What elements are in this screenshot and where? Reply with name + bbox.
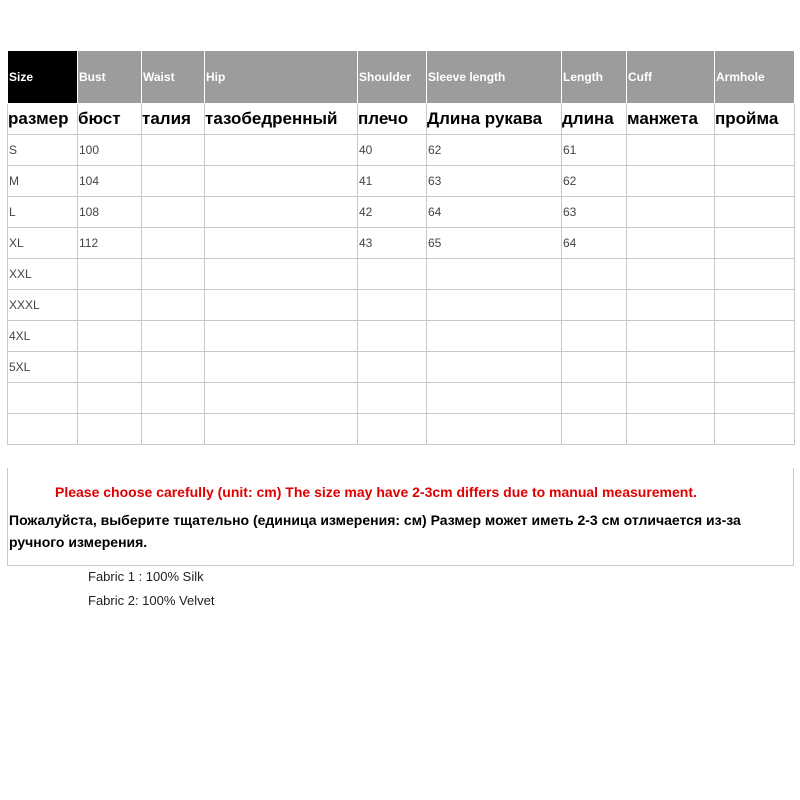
- column-header-russian: талия: [142, 104, 205, 135]
- column-header-russian: манжета: [627, 104, 715, 135]
- measurement-cell: 112: [78, 228, 142, 259]
- measurement-cell: [715, 414, 795, 445]
- measurement-cell: [78, 383, 142, 414]
- measurement-cell: [142, 135, 205, 166]
- measurement-cell: 64: [562, 228, 627, 259]
- column-header-russian: тазобедренный: [205, 104, 358, 135]
- measurement-cell: [427, 290, 562, 321]
- measurement-cell: 65: [427, 228, 562, 259]
- measurement-cell: 63: [562, 197, 627, 228]
- measurement-cell: [715, 290, 795, 321]
- measurement-cell: [562, 352, 627, 383]
- measurement-cell: [427, 259, 562, 290]
- table-row: [8, 197, 795, 228]
- measurement-cell: [142, 383, 205, 414]
- measurement-cell: [205, 135, 358, 166]
- measurement-cell: [205, 352, 358, 383]
- measurement-cell: 108: [78, 197, 142, 228]
- measurement-cell: 62: [562, 166, 627, 197]
- measurement-cell: [78, 290, 142, 321]
- measurement-cell: [358, 290, 427, 321]
- measurement-cell: 63: [427, 166, 562, 197]
- table-row: [8, 352, 795, 383]
- measurement-cell: [427, 352, 562, 383]
- measurement-cell: [358, 352, 427, 383]
- fabric-1-label: Fabric 1 : 100% Silk: [88, 569, 204, 584]
- column-header: Waist: [142, 51, 205, 104]
- measurement-cell: [142, 228, 205, 259]
- measurement-cell: [627, 290, 715, 321]
- measurement-cell: [142, 197, 205, 228]
- measurement-cell: 64: [427, 197, 562, 228]
- header-row-english: [8, 51, 795, 104]
- measurement-cell: 42: [358, 197, 427, 228]
- measurement-cell: [627, 383, 715, 414]
- measurement-cell: [715, 197, 795, 228]
- header-row-russian: [8, 104, 795, 135]
- size-cell: M: [8, 166, 78, 197]
- measurement-cell: [627, 259, 715, 290]
- measurement-cell: [627, 228, 715, 259]
- measurement-cell: [427, 321, 562, 352]
- measurement-cell: [562, 321, 627, 352]
- column-header-russian: размер: [8, 104, 78, 135]
- measurement-cell: [627, 352, 715, 383]
- measurement-cell: [562, 383, 627, 414]
- measurement-cell: 43: [358, 228, 427, 259]
- measurement-cell: [78, 414, 142, 445]
- table-row: [8, 290, 795, 321]
- measurement-cell: [142, 414, 205, 445]
- size-cell: XXL: [8, 259, 78, 290]
- column-header: Armhole: [715, 51, 795, 104]
- measurement-cell: [142, 259, 205, 290]
- column-header: Size: [8, 51, 78, 104]
- measurement-cell: [142, 290, 205, 321]
- column-header-russian: бюст: [78, 104, 142, 135]
- size-cell: L: [8, 197, 78, 228]
- measurement-cell: [205, 414, 358, 445]
- table-row: [8, 414, 795, 445]
- measurement-cell: 62: [427, 135, 562, 166]
- measurement-cell: [715, 383, 795, 414]
- measurement-cell: [205, 290, 358, 321]
- column-header-russian: плечо: [358, 104, 427, 135]
- measurement-cell: 100: [78, 135, 142, 166]
- measurement-cell: [715, 352, 795, 383]
- column-header: Sleeve length: [427, 51, 562, 104]
- measurement-cell: [562, 259, 627, 290]
- column-header-russian: длина: [562, 104, 627, 135]
- measurement-cell: [715, 259, 795, 290]
- measurement-cell: [142, 321, 205, 352]
- table-row: [8, 135, 795, 166]
- measurement-cell: [715, 135, 795, 166]
- size-cell: 5XL: [8, 352, 78, 383]
- size-cell: S: [8, 135, 78, 166]
- table-row: [8, 259, 795, 290]
- measurement-cell: [358, 321, 427, 352]
- measurement-cell: [627, 135, 715, 166]
- table-row: [8, 228, 795, 259]
- table-row: [8, 321, 795, 352]
- measurement-note-english: Please choose carefully (unit: cm) The size may have 2-3cm differs due to manual measurement.: [55, 484, 697, 500]
- measurement-cell: [427, 414, 562, 445]
- measurement-note-russian: Пожалуйста, выберите тщательно (единица измерения: см) Размер может иметь 2-3 см отличается из-за ручного измерения.: [9, 512, 741, 550]
- measurement-cell: [142, 166, 205, 197]
- measurement-cell: [205, 383, 358, 414]
- measurement-cell: [78, 321, 142, 352]
- measurement-cell: [142, 352, 205, 383]
- measurement-cell: [78, 259, 142, 290]
- measurement-cell: [205, 321, 358, 352]
- measurement-cell: [562, 290, 627, 321]
- size-cell: XXXL: [8, 290, 78, 321]
- column-header-russian: Длина рукава: [427, 104, 562, 135]
- measurement-cell: [205, 259, 358, 290]
- column-header: Length: [562, 51, 627, 104]
- measurement-cell: [358, 259, 427, 290]
- measurement-cell: [205, 228, 358, 259]
- measurement-cell: [358, 414, 427, 445]
- measurement-cell: [715, 166, 795, 197]
- column-header-russian: пройма: [715, 104, 795, 135]
- measurement-cell: [627, 321, 715, 352]
- measurement-cell: [627, 414, 715, 445]
- measurement-cell: [427, 383, 562, 414]
- measurement-cell: [715, 228, 795, 259]
- column-header: Shoulder: [358, 51, 427, 104]
- measurement-cell: [715, 321, 795, 352]
- measurement-cell: [78, 352, 142, 383]
- size-cell: XL: [8, 228, 78, 259]
- measurement-cell: [358, 383, 427, 414]
- table-row: [8, 383, 795, 414]
- column-header: Bust: [78, 51, 142, 104]
- size-cell: 4XL: [8, 321, 78, 352]
- column-header: Hip: [205, 51, 358, 104]
- size-cell: [8, 414, 78, 445]
- size-cell: [8, 383, 78, 414]
- measurement-cell: [627, 197, 715, 228]
- column-header: Cuff: [627, 51, 715, 104]
- size-chart-table: [7, 50, 795, 445]
- measurement-cell: 61: [562, 135, 627, 166]
- measurement-cell: 104: [78, 166, 142, 197]
- measurement-cell: [562, 414, 627, 445]
- measurement-cell: [627, 166, 715, 197]
- fabric-2-label: Fabric 2: 100% Velvet: [88, 593, 215, 608]
- measurement-cell: 41: [358, 166, 427, 197]
- measurement-cell: [205, 166, 358, 197]
- measurement-cell: [205, 197, 358, 228]
- table-row: [8, 166, 795, 197]
- measurement-cell: 40: [358, 135, 427, 166]
